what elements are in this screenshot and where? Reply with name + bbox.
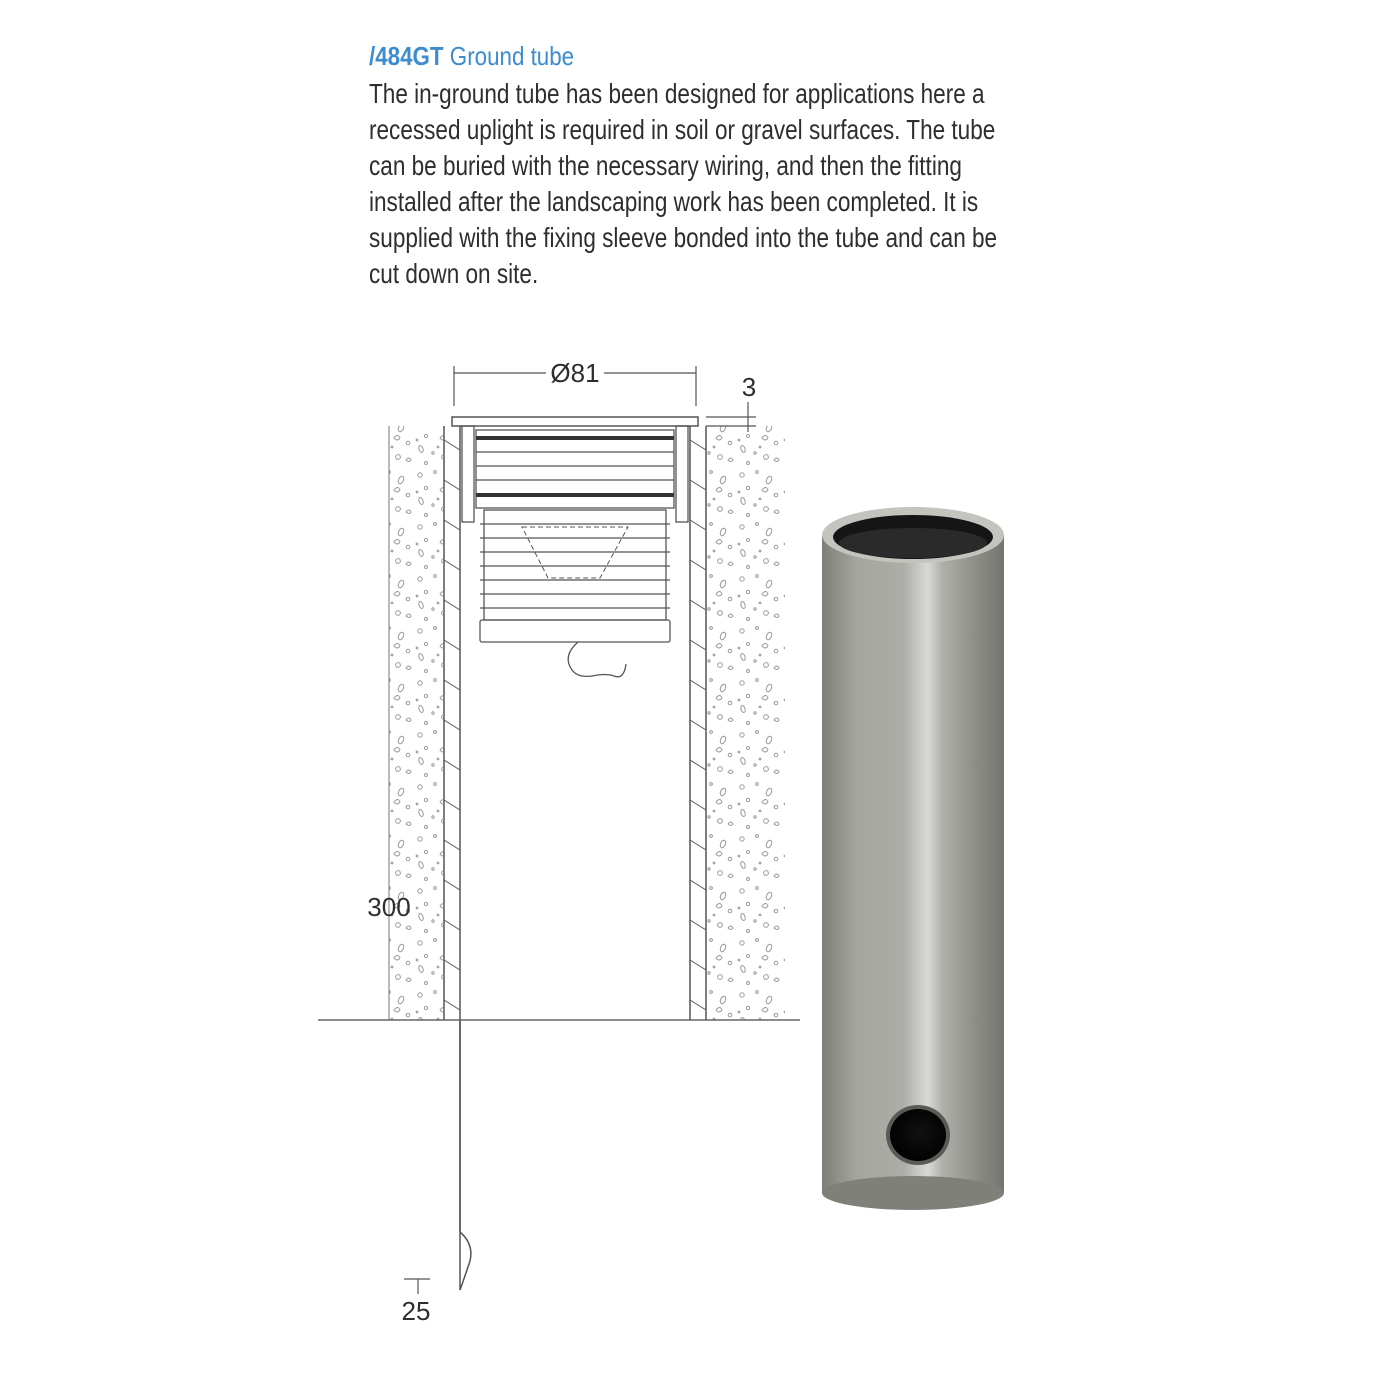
tube-section — [444, 426, 706, 1290]
product-code: /484GT — [369, 41, 444, 71]
rim-label: 3 — [741, 372, 757, 402]
gravel-left — [389, 426, 443, 1020]
height-label: 300 — [367, 892, 411, 922]
description-line: can be buried with the necessary wiring, and then the fitting — [369, 150, 962, 181]
section-drawing — [318, 358, 800, 1326]
tube-rim — [452, 417, 698, 426]
hole-offset-dimension — [404, 1279, 430, 1294]
hole-offset-label: 25 — [401, 1296, 431, 1326]
cable-hole — [890, 1109, 946, 1161]
tube-photo — [822, 507, 1004, 1210]
diameter-label: Ø81 — [550, 358, 600, 388]
description-line: The in-ground tube has been designed for applications here a — [369, 78, 985, 109]
tube-bottom — [822, 1176, 1004, 1210]
tube-body — [822, 535, 1004, 1193]
description-line: supplied with the fixing sleeve bonded into the tube and can be — [369, 222, 998, 253]
product-title: Ground tube — [449, 41, 575, 71]
gravel-right — [707, 426, 785, 1020]
description-line: cut down on site. — [369, 258, 539, 289]
fitting-section — [462, 426, 688, 677]
description-line: installed after the landscaping work has been completed. It is — [369, 186, 979, 217]
description-line: recessed uplight is required in soil or gravel surfaces. The tube — [369, 114, 996, 145]
